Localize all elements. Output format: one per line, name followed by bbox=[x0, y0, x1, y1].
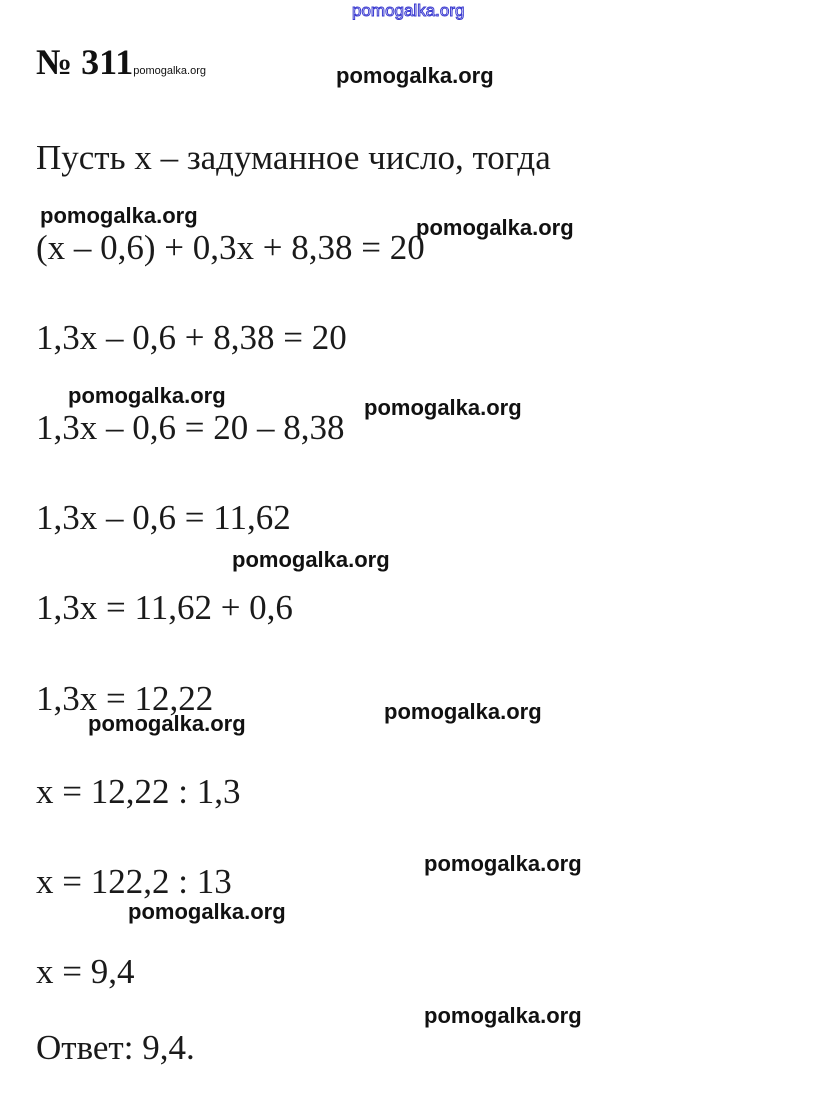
title-watermark: pomogalka.org bbox=[133, 65, 206, 77]
watermark: pomogalka.org bbox=[68, 383, 226, 408]
equation-line: (x – 0,6) + 0,3x + 8,38 = 20 bbox=[36, 228, 425, 267]
problem-number-text: № 311 bbox=[36, 42, 134, 82]
answer-line: Ответ: 9,4. bbox=[36, 1028, 195, 1067]
watermark: pomogalka.org bbox=[336, 63, 494, 88]
equation-line: x = 9,4 bbox=[36, 952, 135, 991]
problem-number bbox=[36, 44, 206, 80]
watermark: pomogalka.org bbox=[88, 711, 246, 736]
watermark: pomogalka.org bbox=[424, 1003, 582, 1028]
watermark: pomogalka.org bbox=[364, 395, 522, 420]
equation-line: 1,3x – 0,6 = 20 – 8,38 bbox=[36, 408, 345, 447]
watermark: pomogalka.org bbox=[128, 899, 286, 924]
watermark: pomogalka.org bbox=[416, 215, 574, 240]
equation-line: 1,3x = 12,22 bbox=[36, 679, 214, 718]
watermark: pomogalka.org bbox=[232, 547, 390, 572]
watermark: pomogalka.org bbox=[40, 203, 198, 228]
equation-line: x = 12,22 : 1,3 bbox=[36, 772, 241, 811]
equation-line: 1,3x = 11,62 + 0,6 bbox=[36, 588, 293, 627]
intro-line: Пусть x – задуманное число, тогда bbox=[36, 138, 551, 177]
equation-line: 1,3x – 0,6 = 11,62 bbox=[36, 498, 291, 537]
watermark: pomogalka.org bbox=[384, 699, 542, 724]
watermark: pomogalka.org bbox=[424, 851, 582, 876]
equation-line: 1,3x – 0,6 + 8,38 = 20 bbox=[36, 318, 347, 357]
equation-line: x = 122,2 : 13 bbox=[36, 862, 232, 901]
header-watermark: pomogalka.org bbox=[352, 1, 465, 20]
